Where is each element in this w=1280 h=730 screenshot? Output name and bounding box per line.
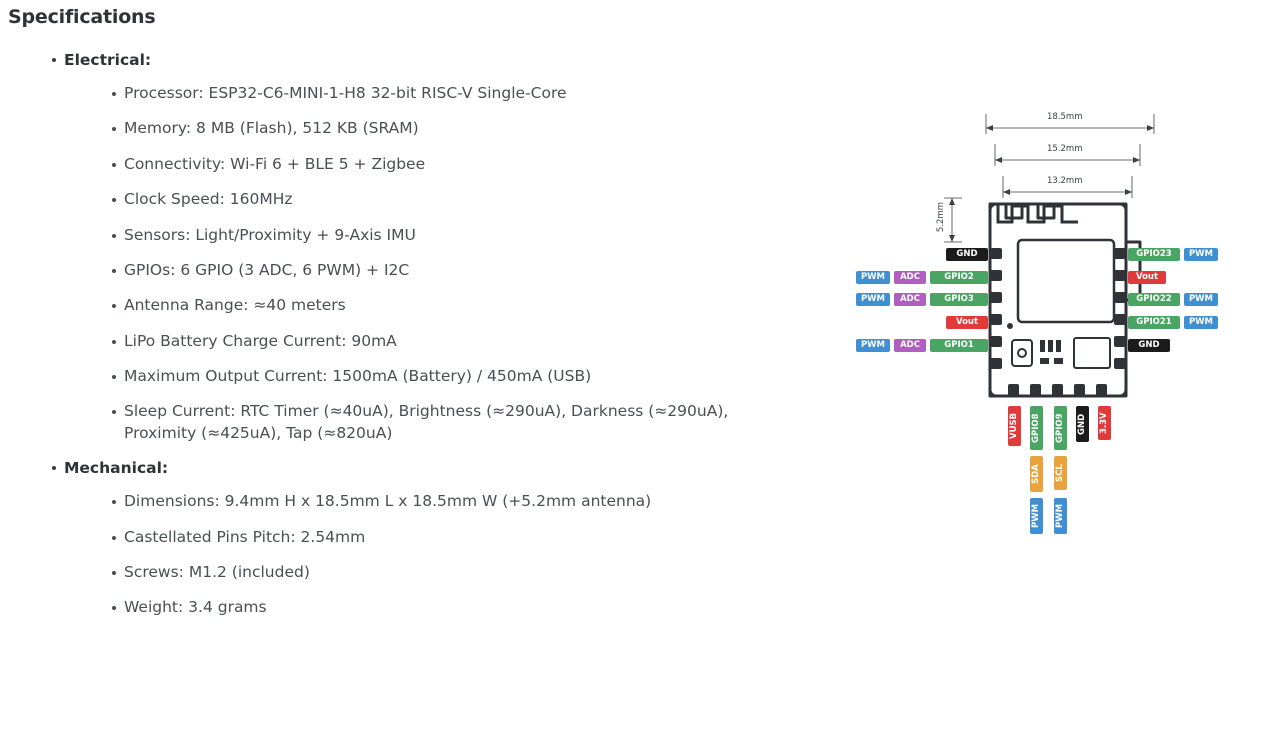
pin-tag-pwm-gpio23: PWM: [1184, 248, 1218, 261]
list-item: [64, 491, 784, 512]
bullet-icon: [112, 375, 116, 379]
dimension-label-pcb-length: 13.2mm: [1047, 176, 1083, 186]
bullet-icon: [112, 269, 116, 273]
list-item-label: Antenna Range: ≈40 meters: [124, 296, 346, 315]
pin-tag-scl: SCL: [1054, 456, 1067, 490]
list-item-label: Weight: 3.4 grams: [124, 598, 267, 617]
pin-tag-sda: SDA: [1030, 456, 1043, 492]
list-item: [64, 83, 784, 104]
pin-tag-gpio1: GPIO1: [930, 339, 988, 352]
list-item-label: Memory: 8 MB (Flash), 512 KB (SRAM): [124, 119, 419, 138]
pin-tag-gpio23: GPIO23: [1128, 248, 1180, 261]
list-item: [64, 189, 784, 210]
pin-tag-gpio2: GPIO2: [930, 271, 988, 284]
bullet-icon: [112, 198, 116, 202]
list-item-label: GPIOs: 6 GPIO (3 ADC, 6 PWM) + I2C: [124, 260, 410, 279]
pin-tag-gpio22: GPIO22: [1128, 293, 1180, 306]
pin-tag-gnd-right: GND: [1128, 339, 1170, 352]
specs-list: [8, 50, 820, 619]
bullet-icon: [112, 304, 116, 308]
page-title: Specifications: [8, 6, 156, 28]
group-mechanical: [8, 458, 820, 619]
pin-tag-vout-left: Vout: [946, 316, 988, 329]
bullet-icon: [112, 340, 116, 344]
bullet-icon: [112, 536, 116, 540]
electrical-items: [64, 83, 820, 444]
list-item-label: Castellated Pins Pitch: 2.54mm: [124, 527, 366, 546]
mechanical-items: [64, 491, 820, 619]
list-item-label: Maximum Output Current: 1500mA (Battery) / 450mA (USB): [124, 367, 592, 385]
pin-tag-gnd-bottom: GND: [1076, 406, 1089, 442]
list-item: [64, 366, 784, 387]
list-item-label: Sleep Current: RTC Timer (≈40uA), Brightness (≈290uA), Darkness (≈290uA), Proximity (≈425uA), Tap (≈820uA): [124, 402, 729, 442]
list-item-label: Connectivity: Wi-Fi 6 + BLE 5 + Zigbee: [124, 154, 426, 173]
list-item: [64, 562, 784, 583]
pin-tag-pwm-gpio8: PWM: [1030, 498, 1043, 534]
pin-tag-pwm-gpio1: PWM: [856, 339, 890, 352]
pin-tag-pwm-gpio3: PWM: [856, 293, 890, 306]
dimension-label-inner-length: 15.2mm: [1047, 144, 1083, 154]
list-item: [64, 260, 784, 281]
list-item-label: LiPo Battery Charge Current: 90mA: [124, 331, 397, 350]
list-item: [64, 154, 784, 175]
pin-tag-adc-gpio1: ADC: [894, 339, 926, 352]
pin-tag-gpio3: GPIO3: [930, 293, 988, 306]
dimension-label-overall-length: 18.5mm: [1047, 112, 1083, 122]
pin-tag-pwm-gpio21: PWM: [1184, 316, 1218, 329]
list-item: [64, 118, 784, 139]
list-item-label: Clock Speed: 160MHz: [124, 190, 293, 209]
list-item: [64, 331, 784, 352]
bullet-icon: [112, 571, 116, 575]
bullet-icon: [112, 92, 116, 96]
bullet-icon: [112, 163, 116, 167]
group-electrical: [8, 50, 820, 444]
bullet-icon: [112, 127, 116, 131]
group-label-mechanical: Mechanical:: [64, 459, 169, 478]
list-item-label: Sensors: Light/Proximity + 9-Axis IMU: [124, 225, 416, 244]
pin-tag-pwm-gpio9: PWM: [1054, 498, 1067, 534]
pin-tag-vout-right: Vout: [1128, 271, 1166, 284]
pin-tag-adc-gpio3: ADC: [894, 293, 926, 306]
list-item: [64, 295, 784, 316]
pin-tag-gnd-left: GND: [946, 248, 988, 261]
group-label-electrical: Electrical:: [64, 51, 152, 69]
pin-tag-gpio8: GPIO8: [1030, 406, 1043, 450]
list-item-label: Processor: ESP32-C6-MINI-1-H8 32-bit RISC-V Single-Core: [124, 84, 567, 102]
list-item: [64, 597, 784, 618]
pin-tag-adc-gpio2: ADC: [894, 271, 926, 284]
list-item: [64, 527, 784, 548]
pin-tag-3v3: 3.3V: [1098, 406, 1111, 440]
pin-tag-pwm-gpio22: PWM: [1184, 293, 1218, 306]
pin-tag-gpio21: GPIO21: [1128, 316, 1180, 329]
bullet-icon: [52, 58, 56, 62]
pin-tag-gpio9: GPIO9: [1054, 406, 1067, 450]
bullet-icon: [112, 410, 116, 414]
list-item: [64, 401, 784, 444]
bullet-icon: [112, 500, 116, 504]
list-item-label: Screws: M1.2 (included): [124, 562, 310, 581]
pin-tag-vusb: VUSB: [1008, 406, 1021, 446]
bullet-icon: [52, 466, 56, 470]
list-item: [64, 225, 784, 246]
pin-tag-pwm-gpio2: PWM: [856, 271, 890, 284]
bullet-icon: [112, 234, 116, 238]
list-item-label: Dimensions: 9.4mm H x 18.5mm L x 18.5mm W (+5.2mm antenna): [124, 492, 652, 511]
dimension-label-antenna-height: 5.2mm: [936, 202, 946, 233]
board-pinout-diagram: [840, 100, 1270, 570]
bullet-icon: [112, 606, 116, 610]
